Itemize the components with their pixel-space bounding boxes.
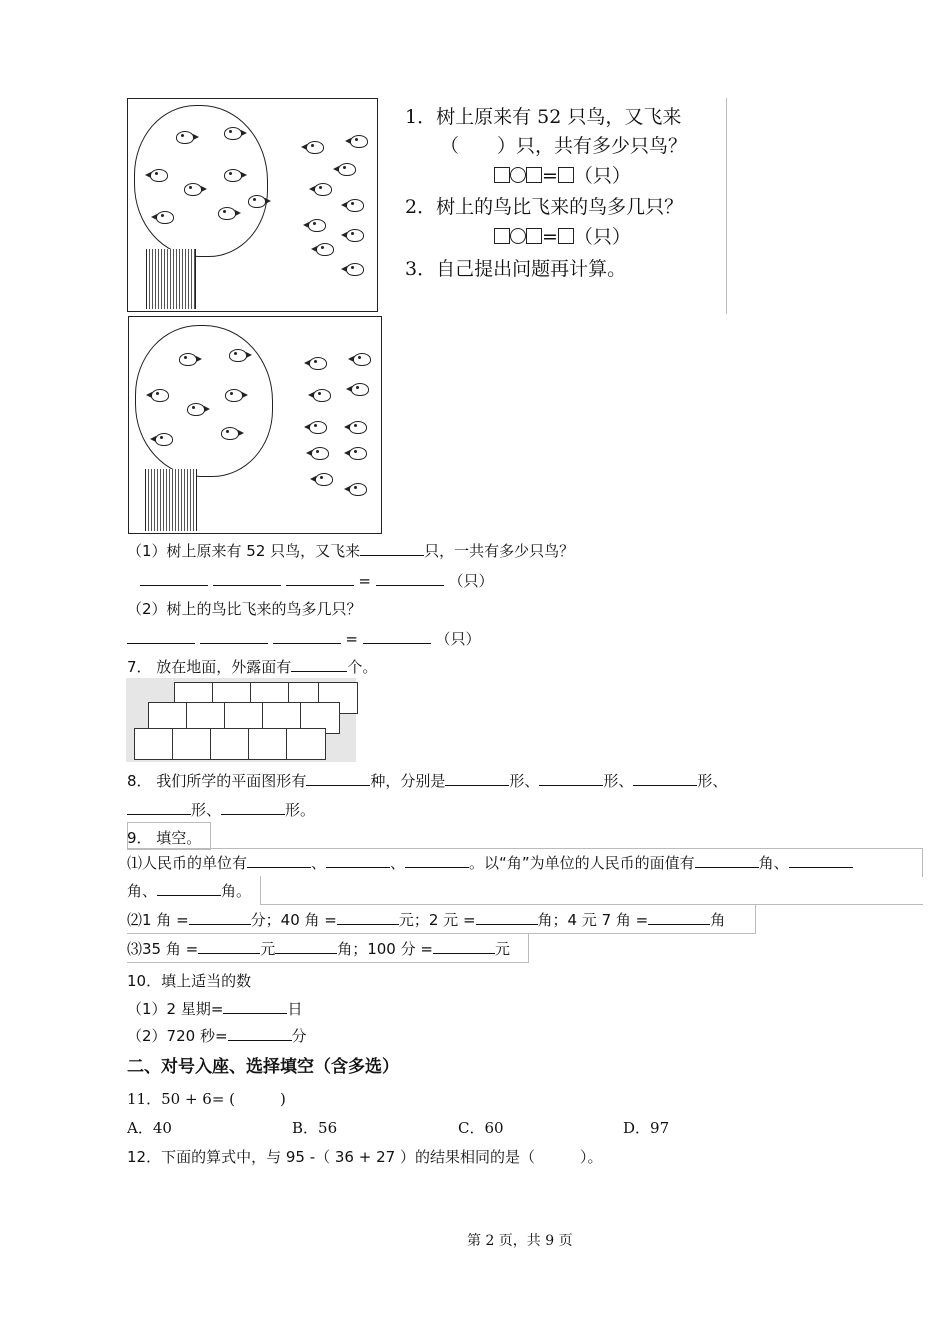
answer-blank[interactable] <box>306 771 370 786</box>
answer-blank[interactable] <box>433 939 495 954</box>
answer-blank[interactable] <box>291 657 347 672</box>
answer-blank[interactable] <box>200 629 268 644</box>
bird-icon <box>229 349 247 362</box>
q9-title: 9． 填空。 <box>127 829 202 847</box>
formula-unit: （只） <box>573 165 631 187</box>
tree-birds-illustration-1 <box>127 98 378 312</box>
bird-icon <box>225 389 243 402</box>
box-symbol <box>526 228 542 244</box>
bird-icon <box>346 263 364 276</box>
circle-symbol <box>510 228 526 244</box>
bird-icon <box>187 403 205 416</box>
q8-shape: 形、 <box>191 801 222 819</box>
answer-blank[interactable] <box>476 910 538 925</box>
q9-part1-line2-frame <box>260 876 923 905</box>
q10-sub2-a: （2）720 秒= <box>127 1027 228 1045</box>
answer-blank[interactable] <box>445 771 509 786</box>
bird-icon <box>308 219 326 232</box>
q6-sub1 <box>127 540 574 561</box>
box-symbol <box>558 167 574 183</box>
bird-icon <box>156 211 174 224</box>
box-symbol <box>494 167 510 183</box>
tree-trunk <box>146 249 196 309</box>
answer-blank[interactable] <box>405 853 469 868</box>
answer-blank[interactable] <box>273 629 341 644</box>
bird-icon <box>151 389 169 402</box>
answer-blank[interactable] <box>213 571 281 586</box>
q11-stem: 11．50 + 6= ( ) <box>127 1090 286 1108</box>
cube <box>172 728 212 760</box>
bird-icon <box>179 353 197 366</box>
q6-sub1-formula <box>140 570 494 591</box>
q9-part1-line2 <box>127 880 251 901</box>
bird-icon <box>184 183 202 196</box>
answer-blank[interactable] <box>326 853 390 868</box>
q7-suffix: 个。 <box>347 658 378 676</box>
answer-blank[interactable] <box>221 800 285 815</box>
unit-label: （只） <box>435 630 481 648</box>
bird-icon <box>248 195 266 208</box>
problem-box-q1-line1: 1．树上原来有 52 只鸟，又飞来 <box>405 106 682 128</box>
q9-p3-d: 元 <box>494 940 510 958</box>
q11-option-a[interactable]: A．40 <box>127 1119 172 1137</box>
tree-trunk <box>145 469 197 531</box>
unit-label: （只） <box>448 572 494 590</box>
q10-sub1-a: （1）2 星期= <box>127 1000 224 1018</box>
q10-sub2 <box>127 1025 307 1046</box>
answer-blank[interactable] <box>539 771 603 786</box>
bird-icon <box>353 353 371 366</box>
q10-sub1-b: 日 <box>287 1000 303 1018</box>
separator: 、 <box>390 854 406 872</box>
q10-sub2-b: 分 <box>291 1027 307 1045</box>
bird-icon <box>338 163 356 176</box>
equals-sign: = <box>542 226 558 248</box>
box-symbol <box>558 228 574 244</box>
q6-sub1-prefix: （1）树上原来有 52 只鸟，又飞来 <box>127 542 361 560</box>
q11-option-c[interactable]: C．60 <box>458 1119 504 1137</box>
q9-p1-b: 。以“角”为单位的人民币的面值有 <box>469 854 695 872</box>
answer-blank[interactable] <box>789 853 853 868</box>
answer-blank[interactable] <box>223 999 287 1014</box>
q9-p2-b: 分；40 角 = <box>250 911 337 929</box>
q12-stem: 12．下面的算式中，与 95 -（ 36 + 27 ）的结果相同的是（ ）。 <box>127 1148 603 1166</box>
bird-icon <box>349 483 367 496</box>
answer-blank[interactable] <box>360 541 424 556</box>
bird-icon <box>350 135 368 148</box>
answer-blank[interactable] <box>648 910 710 925</box>
bird-icon <box>309 421 327 434</box>
q11-option-b[interactable]: B．56 <box>292 1119 338 1137</box>
q8-shape: 形、 <box>603 772 634 790</box>
page-footer: 第 2 页，共 9 页 <box>467 1233 573 1249</box>
equals-sign: = <box>542 165 558 187</box>
answer-blank[interactable] <box>337 910 399 925</box>
equals-sign: = <box>358 572 371 590</box>
q8-shape: 形、 <box>697 772 728 790</box>
bird-icon <box>346 229 364 242</box>
box-symbol <box>494 228 510 244</box>
q11-option-d[interactable]: D．97 <box>623 1119 670 1137</box>
answer-blank[interactable] <box>275 939 337 954</box>
answer-blank[interactable] <box>363 629 431 644</box>
q9-p2-c: 元；2 元 = <box>398 911 476 929</box>
q6-sub2: （2）树上的鸟比飞来的鸟多几只？ <box>127 600 362 618</box>
q9-part2 <box>127 909 725 930</box>
q9-p1-jiao: 角、 <box>758 854 789 872</box>
bird-icon <box>150 169 168 182</box>
q9-p2-e: 角 <box>710 911 726 929</box>
bird-icon <box>306 141 324 154</box>
answer-blank[interactable] <box>247 853 311 868</box>
separator: 、 <box>311 854 327 872</box>
answer-blank[interactable] <box>157 881 221 896</box>
q8-line2 <box>127 799 315 820</box>
bird-icon <box>176 131 194 144</box>
bird-icon <box>314 183 332 196</box>
q9-part1-line1 <box>127 852 853 873</box>
answer-blank[interactable] <box>286 571 354 586</box>
cube <box>134 728 174 760</box>
problem-box-q3: 3．自己提出问题再计算。 <box>405 258 627 280</box>
equals-sign: = <box>345 630 358 648</box>
q10-title: 10．填上适当的数 <box>127 972 252 990</box>
cube <box>286 728 326 760</box>
q9-p1-d: 角。 <box>221 882 252 900</box>
bird-icon <box>224 169 242 182</box>
problem-box-formula-1 <box>494 161 631 188</box>
q9-p3-b: 元 <box>260 940 276 958</box>
answer-blank[interactable] <box>633 771 697 786</box>
q9-p3-a: ⑶35 角 = <box>127 940 199 958</box>
q9-p2-a: ⑵1 角 = <box>127 911 189 929</box>
answer-blank[interactable] <box>127 629 195 644</box>
tree-birds-illustration-2 <box>128 316 382 534</box>
bird-icon <box>349 447 367 460</box>
bird-icon <box>309 357 327 370</box>
q9-p3-c: 角；100 分 = <box>337 940 433 958</box>
q7 <box>127 656 377 677</box>
answer-blank[interactable] <box>198 939 260 954</box>
q9-p2-d: 角；4 元 7 角 = <box>537 911 649 929</box>
bird-icon <box>155 433 173 446</box>
bird-icon <box>351 383 369 396</box>
bird-icon <box>316 243 334 256</box>
q9-part3 <box>127 938 510 959</box>
q6-sub1-suffix: 只，一共有多少只鸟？ <box>424 542 575 560</box>
bird-icon <box>224 127 242 140</box>
q8-last: 形。 <box>285 801 316 819</box>
circle-symbol <box>510 167 526 183</box>
q8-kinds: 种，分别是 <box>370 772 446 790</box>
answer-blank[interactable] <box>695 853 759 868</box>
bird-icon <box>313 389 331 402</box>
bird-icon <box>315 473 333 486</box>
problem-box-q2: 2．树上的鸟比飞来的鸟多几只？ <box>405 196 684 218</box>
q10-sub1 <box>127 998 302 1019</box>
cube <box>210 728 250 760</box>
q8-prefix: 8． 我们所学的平面图形有 <box>127 772 307 790</box>
problem-box-formula-2 <box>494 222 631 249</box>
bird-icon <box>221 427 239 440</box>
problem-box-q1-line2: （ ）只，共有多少只鸟？ <box>440 135 688 157</box>
q9-p1-c: 角、 <box>127 882 158 900</box>
answer-blank[interactable] <box>376 571 444 586</box>
answer-blank[interactable] <box>127 800 191 815</box>
bird-icon <box>218 207 236 220</box>
bird-icon <box>346 199 364 212</box>
section-heading: 二、对号入座、选择填空（含多选） <box>127 1057 399 1077</box>
answer-blank[interactable] <box>189 910 251 925</box>
q9-p1-a: ⑴人民币的单位有 <box>127 854 248 872</box>
bird-icon <box>311 447 329 460</box>
answer-blank[interactable] <box>228 1026 292 1041</box>
formula-unit: （只） <box>573 226 631 248</box>
box-symbol <box>526 167 542 183</box>
cube <box>248 728 288 760</box>
bird-icon <box>349 421 367 434</box>
q6-sub2-formula <box>127 628 481 649</box>
answer-blank[interactable] <box>140 571 208 586</box>
q8-line1 <box>127 770 727 791</box>
q8-shape: 形、 <box>509 772 540 790</box>
stacked-cubes-figure <box>126 678 356 762</box>
q7-prefix: 7． 放在地面，外露面有 <box>127 658 292 676</box>
